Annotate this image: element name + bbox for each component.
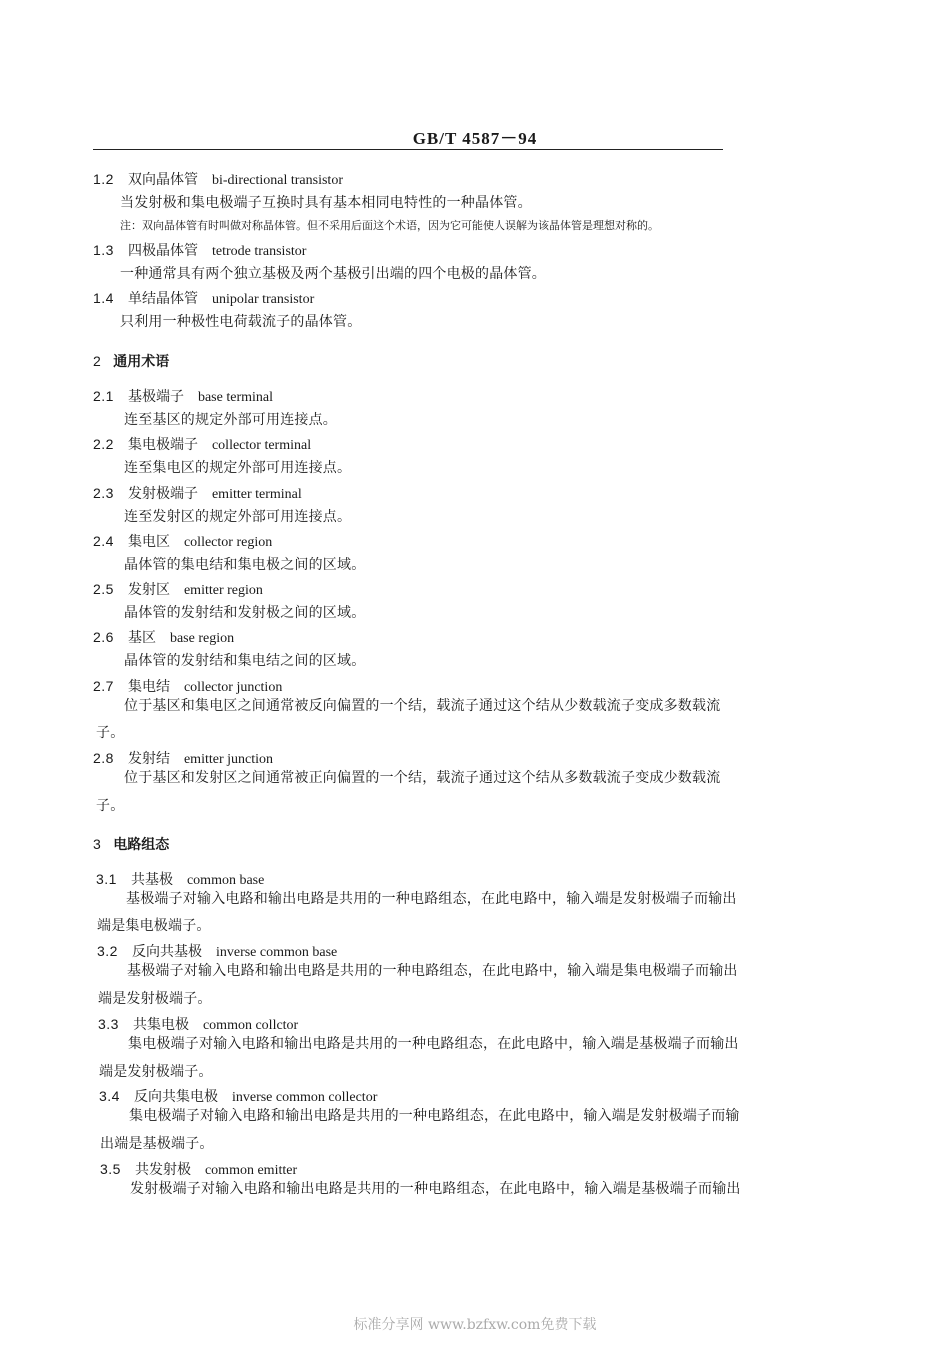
entry-definition: 晶体管的发射结和发射极之间的区域。	[124, 605, 366, 621]
entry-term-en: emitter junction	[183, 752, 273, 767]
entry-heading	[93, 677, 282, 697]
entry-term-en: inverse common base	[215, 945, 338, 960]
entry-definition: 集电极端子对输入电路和输出电路是共用的一种电路组态，在此电路中，输入端是发射极端子而输	[129, 1108, 740, 1124]
entry-heading	[93, 580, 263, 600]
entry-term-en: emitter region	[183, 583, 263, 598]
entry-term-en: collector region	[183, 535, 273, 550]
entry-term: 发射极端子	[127, 486, 198, 502]
entry-term: 双向晶体管	[127, 172, 198, 188]
entry-term-en: tetrode transistor	[211, 244, 307, 259]
entry-definition: 位于基区和发射区之间通常被正向偏置的一个结，载流子通过这个结从多数载流子变成少数载流	[124, 770, 721, 786]
section-number: 2	[93, 353, 102, 369]
entry-number: 1.3	[93, 242, 114, 258]
section-title: 通用术语	[113, 354, 170, 370]
entry-term-en: collector junction	[183, 680, 283, 695]
entry-term: 共基极	[130, 872, 173, 888]
entry-heading	[100, 1160, 297, 1180]
entry-number: 2.5	[93, 581, 114, 597]
entry-term-en: collector terminal	[211, 438, 312, 453]
header-rule	[93, 149, 723, 150]
entry-heading	[93, 435, 311, 455]
entry-term: 发射结	[127, 751, 170, 767]
entry-heading	[93, 387, 273, 407]
entry-heading	[93, 484, 302, 504]
entry-term: 集电结	[127, 679, 170, 695]
entry-heading	[93, 289, 314, 309]
entry-term-en: inverse common collector	[231, 1090, 378, 1105]
entry-definition-cont: 出端是基极端子。	[100, 1136, 214, 1152]
entry-term: 反向共基极	[131, 944, 202, 960]
entry-number: 1.2	[93, 171, 114, 187]
entry-term: 发射区	[127, 582, 170, 598]
footer-watermark: 标准分享网 www.bzfxw.com免费下载	[353, 1317, 597, 1333]
entry-number: 2.3	[93, 485, 114, 501]
entry-term: 共集电极	[132, 1017, 189, 1033]
entry-number: 2.7	[93, 678, 114, 694]
entry-definition: 晶体管的发射结和集电结之间的区域。	[124, 653, 366, 669]
entry-term-en: base terminal	[197, 390, 273, 405]
entry-term: 四极晶体管	[127, 243, 198, 259]
entry-definition: 连至基区的规定外部可用连接点。	[124, 412, 337, 428]
entry-heading	[93, 749, 273, 769]
entry-definition: 位于基区和集电区之间通常被反向偏置的一个结，载流子通过这个结从少数载流子变成多数载流	[124, 698, 721, 714]
entry-note: 注：双向晶体管有时叫做对称晶体管。但不采用后面这个术语，因为它可能使人误解为该晶体管是理想对称的。	[120, 219, 659, 232]
entry-heading	[93, 241, 306, 261]
section-heading	[93, 835, 169, 854]
entry-definition: 基极端子对输入电路和输出电路是共用的一种电路组态，在此电路中，输入端是集电极端子而输出	[127, 963, 738, 979]
entry-number: 2.1	[93, 388, 114, 404]
page-header: GB/T 4587－94	[412, 129, 538, 148]
entry-number: 1.4	[93, 290, 114, 306]
entry-term: 反向共集电极	[133, 1089, 218, 1105]
entry-number: 2.2	[93, 436, 114, 452]
entry-heading	[93, 532, 272, 552]
entry-heading	[98, 1015, 298, 1035]
entry-number: 3.3	[98, 1016, 119, 1032]
entry-number: 3.5	[100, 1161, 121, 1177]
entry-term-en: emitter terminal	[211, 487, 302, 502]
entry-definition: 连至发射区的规定外部可用连接点。	[124, 509, 352, 525]
entry-definition-cont: 子。	[96, 798, 125, 814]
entry-term-en: bi-directional transistor	[211, 173, 343, 188]
entry-term-en: common base	[186, 873, 265, 888]
entry-heading	[93, 628, 234, 648]
entry-definition: 发射极端子对输入电路和输出电路是共用的一种电路组态，在此电路中，输入端是基极端子而输出	[130, 1181, 741, 1197]
entry-term-en: common collctor	[202, 1018, 299, 1033]
entry-definition: 只利用一种极性电荷载流子的晶体管。	[120, 314, 362, 330]
entry-term-en: common emitter	[204, 1163, 298, 1178]
entry-definition: 连至集电区的规定外部可用连接点。	[124, 460, 352, 476]
entry-heading	[96, 870, 264, 890]
section-title: 电路组态	[113, 837, 170, 853]
entry-term-en: base region	[169, 631, 235, 646]
entry-term: 共发射极	[134, 1162, 191, 1178]
entry-term: 基极端子	[127, 389, 184, 405]
entry-number: 2.6	[93, 629, 114, 645]
entry-heading	[93, 170, 343, 190]
entry-number: 2.8	[93, 750, 114, 766]
entry-term: 单结晶体管	[127, 291, 198, 307]
entry-definition-cont: 端是集电极端子。	[97, 918, 211, 934]
section-heading	[93, 352, 169, 371]
entry-term: 集电极端子	[127, 437, 198, 453]
section-number: 3	[93, 836, 102, 852]
entry-number: 3.1	[96, 871, 117, 887]
entry-term: 集电区	[127, 534, 170, 550]
entry-definition-cont: 端是发射极端子。	[98, 991, 212, 1007]
entry-term-en: unipolar transistor	[211, 292, 315, 307]
entry-number: 3.2	[97, 943, 118, 959]
entry-definition: 晶体管的集电结和集电极之间的区域。	[124, 557, 366, 573]
entry-definition: 集电极端子对输入电路和输出电路是共用的一种电路组态，在此电路中，输入端是基极端子而输出	[128, 1036, 739, 1052]
entry-heading	[97, 942, 337, 962]
entry-definition: 一种通常具有两个独立基极及两个基极引出端的四个电极的晶体管。	[120, 266, 546, 282]
entry-term: 基区	[127, 630, 156, 646]
entry-number: 3.4	[99, 1088, 120, 1104]
entry-heading	[99, 1087, 377, 1107]
entry-definition-cont: 子。	[96, 725, 125, 741]
entry-definition: 基极端子对输入电路和输出电路是共用的一种电路组态，在此电路中，输入端是发射极端子而输出	[126, 891, 737, 907]
entry-definition: 当发射极和集电极端子互换时具有基本相同电特性的一种晶体管。	[120, 195, 532, 211]
entry-number: 2.4	[93, 533, 114, 549]
entry-definition-cont: 端是发射极端子。	[99, 1064, 213, 1080]
